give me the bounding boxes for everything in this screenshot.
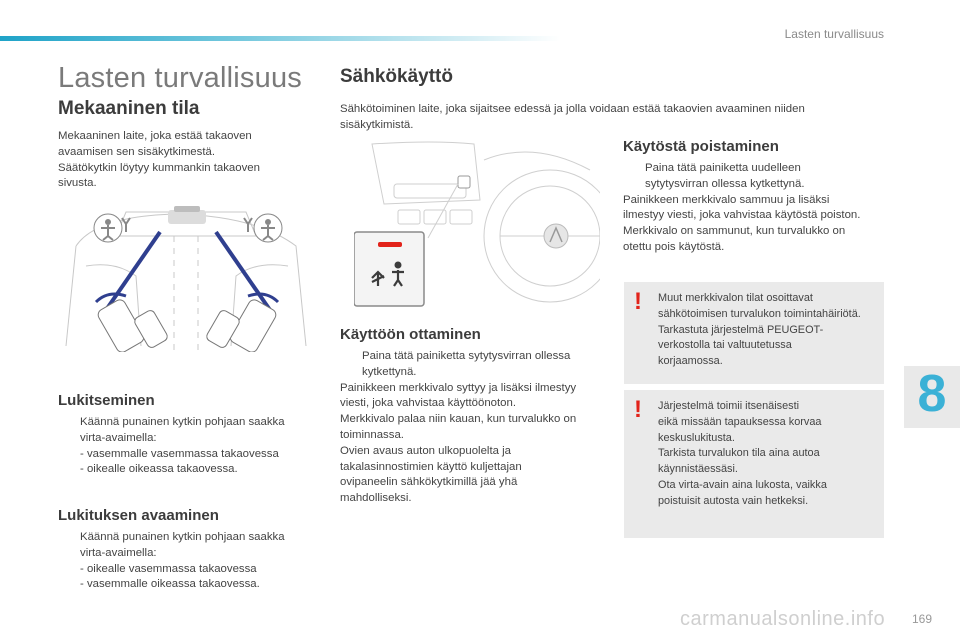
section-title-unlocking: Lukituksen avaaminen <box>58 507 219 524</box>
sub-item: - vasemmalle oikeassa takaovessa. <box>80 578 260 591</box>
text-line: sähkötoimisen turvalukon toimintahäiriötä. <box>658 307 861 320</box>
warning-icon: ! <box>634 288 642 315</box>
text-line: avaamisen sen sisäkytkimestä. <box>58 145 215 158</box>
warning-box <box>624 390 884 538</box>
bullet-marker <box>623 161 645 193</box>
child-lock-button-icon <box>354 232 424 306</box>
warning-box <box>624 282 884 384</box>
chapter-number: 8 <box>917 365 947 423</box>
section-title-locking: Lukitseminen <box>58 392 155 409</box>
child-left-icon <box>94 214 130 242</box>
text-line: Painikkeen merkkivalo syttyy ja lisäksi ilmestyy <box>340 381 577 394</box>
sub-item: - oikealle vasemmassa takaovessa <box>80 562 257 575</box>
text-line: Tarkastuta järjestelmä PEUGEOT- <box>658 323 824 336</box>
text-line: sisäkytkimistä. <box>340 118 414 131</box>
unlocking-text <box>58 530 328 593</box>
bullet-marker <box>340 349 362 381</box>
bullet-marker <box>58 415 80 447</box>
enabling-text <box>340 349 610 507</box>
section-title-disabling: Käytöstä poistaminen <box>623 138 779 155</box>
text-line: Ota virta-avain aina lukosta, vaikka <box>658 478 827 491</box>
page-title: Lasten turvallisuus <box>58 62 302 94</box>
text-line: Sähkötoiminen laite, joka sijaitsee edessä ja jolla voidaan estää takaovien avaaminen niiden <box>340 103 805 115</box>
text-line: Tarkista turvalukon tila aina autoa <box>658 447 820 460</box>
child-lock-illustration <box>56 206 318 352</box>
warning-text <box>658 399 876 510</box>
section-title-electric: Sähkökäyttö <box>340 66 453 87</box>
text-line: poistuisit autosta vain hetkeksi. <box>658 494 809 507</box>
text-line: otettu pois käytöstä. <box>623 240 725 253</box>
text-line: Merkkivalo palaa niin kauan, kun turvalukko on <box>340 413 577 426</box>
dashboard-button-icon <box>458 176 470 188</box>
text-line: Ovien avaus auton ulkopuolelta ja <box>340 444 511 457</box>
mechanical-intro <box>58 129 318 192</box>
text-line: käynnistäessäsi. <box>658 463 738 476</box>
car-top-icon <box>168 206 206 224</box>
section-title-enabling: Käyttöön ottaminen <box>340 326 481 343</box>
text-line: Painikkeen merkkivalo sammuu ja lisäksi <box>623 193 830 206</box>
text-line: mahdolliseksi. <box>340 492 412 505</box>
warning-text <box>658 291 876 370</box>
text-line: Paina tätä painiketta sytytysvirran ollessa <box>362 350 571 362</box>
electric-intro <box>340 102 880 134</box>
arrow-left-icon <box>106 232 160 310</box>
warning-icon: ! <box>634 396 642 423</box>
locking-text <box>58 415 328 478</box>
bullet-item <box>58 530 328 562</box>
text-line: ovipaneelin sähkökytkimillä jää yhä <box>340 476 518 489</box>
header-accent-bar <box>0 36 560 41</box>
text-line: ilmestyy viesti, joka vahvistaa käytöstä poiston. <box>623 209 861 222</box>
text-line: keskuslukitusta. <box>658 431 735 444</box>
running-header: Lasten turvallisuus <box>784 27 884 41</box>
dashboard-illustration <box>354 140 600 312</box>
sub-item: - oikealle oikeassa takaovessa. <box>80 463 238 476</box>
text-line: Muut merkkivalon tilat osoittavat <box>658 292 813 304</box>
text-line: sivusta. <box>58 177 97 190</box>
bullet-item <box>623 161 893 193</box>
bullet-item <box>58 415 328 447</box>
text-line: eikä missään tapauksessa korvaa <box>658 415 822 428</box>
text-line: Säätökytkin löytyy kummankin takaoven <box>58 161 260 174</box>
text-line: kytkettynä. <box>362 365 417 378</box>
watermark: carmanualsonline.info <box>680 608 886 630</box>
text-line: sytytysvirran ollessa kytkettynä. <box>645 177 805 190</box>
text-line: virta-avaimella: <box>80 546 157 559</box>
key-left-icon <box>96 294 169 352</box>
text-line: Järjestelmä toimii itsenäisesti <box>658 400 800 412</box>
text-line: toiminnassa. <box>340 428 404 441</box>
page-number: 169 <box>912 612 933 626</box>
text-line: Mekaaninen laite, joka estää takaoven <box>58 130 252 142</box>
text-line: viesti, joka vahvistaa käyttöönoton. <box>340 397 517 410</box>
disabling-text <box>623 161 893 256</box>
bullet-marker <box>58 530 80 562</box>
text-line: Paina tätä painiketta uudelleen <box>645 162 801 174</box>
child-right-icon <box>244 214 282 242</box>
arrow-right-icon <box>216 232 270 310</box>
text-line: Käännä punainen kytkin pohjaan saakka <box>80 416 285 428</box>
bullet-item <box>340 349 610 381</box>
section-title-mechanical: Mekaaninen tila <box>58 98 200 119</box>
text-line: Käännä punainen kytkin pohjaan saakka <box>80 531 285 543</box>
text-line: virta-avaimella: <box>80 431 157 444</box>
text-line: Merkkivalo on sammunut, kun turvalukko on <box>623 225 846 238</box>
sub-item: - vasemmalle vasemmassa takaovessa <box>80 447 279 460</box>
text-line: verkostolla tai valtuutetussa <box>658 339 792 352</box>
text-line: korjaamossa. <box>658 355 723 368</box>
text-line: takalasinnostimien käyttö kuljettajan <box>340 460 522 473</box>
lion-logo-icon <box>544 224 568 248</box>
